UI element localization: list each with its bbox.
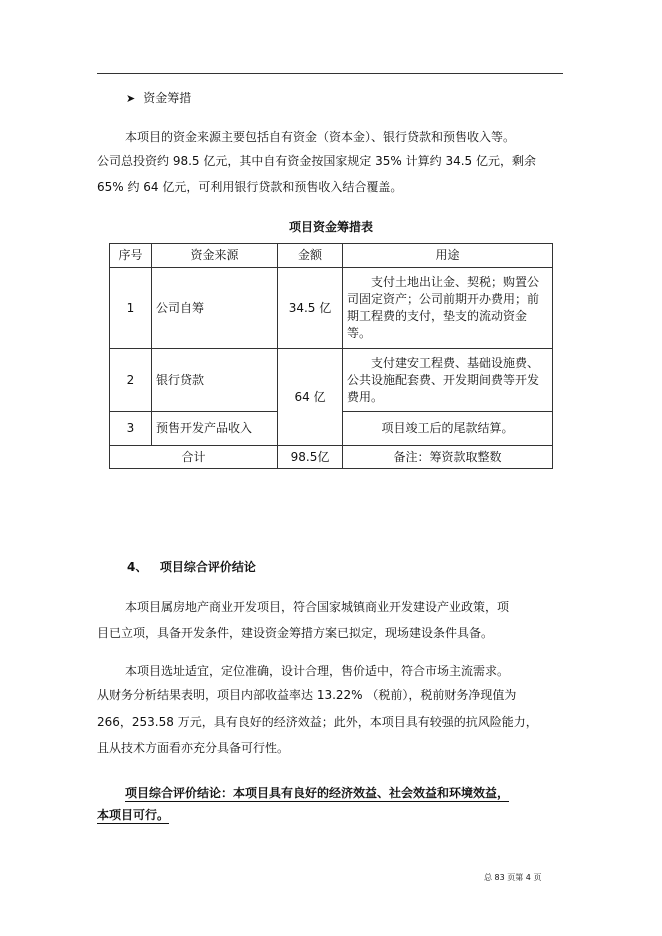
header-source: 资金来源: [152, 244, 278, 268]
row-source: 银行贷款: [152, 349, 278, 412]
final-conclusion-line-1: 项目综合评价结论：本项目具有良好的经济效益、社会效益和环境效益，: [125, 786, 510, 800]
row-amount-shared: 64 亿: [278, 349, 343, 446]
row-source: 预售开发产品收入: [152, 412, 278, 446]
conclusion-p2-line-4: 且从技术方面看亦充分具备可行性。: [97, 741, 290, 755]
conclusion-p1-line-1: 本项目属房地产商业开发项目，符合国家城镇商业开发建设产业政策，项: [125, 600, 510, 614]
row-no: 1: [110, 268, 152, 349]
row-usage: 项目竣工后的尾款结算。: [343, 412, 553, 446]
table-caption: 项目资金筹措表: [288, 220, 373, 234]
conclusion-p2-line-1: 本项目选址适宜，定位准确，设计合理，售价适中，符合市场主流需求。: [125, 664, 510, 678]
row-usage: 支付建安工程费、基础设施费、公共设施配套费、开发期间费等开发费用。: [343, 349, 553, 412]
section-4-heading: [127, 560, 256, 574]
total-label: 合计: [110, 446, 278, 469]
table-row: [110, 268, 553, 349]
row-source: 公司自筹: [152, 268, 278, 349]
header-amount: 金额: [278, 244, 343, 268]
row-amount: 34.5 亿: [278, 268, 343, 349]
funding-paragraph-line-2: 公司总投资约 98.5 亿元，其中自有资金按国家规定 35% 计算约 34.5 亿元，剩余: [97, 154, 536, 168]
final-conclusion: [97, 782, 510, 826]
header-usage: 用途: [343, 244, 553, 268]
table-header-row: [110, 244, 553, 268]
table-total-row: [110, 446, 553, 469]
total-amount: 98.5亿: [278, 446, 343, 469]
arrow-bullet-icon: ➤: [126, 92, 136, 105]
header-no: 序号: [110, 244, 152, 268]
final-conclusion-line-2: 本项目可行。: [97, 808, 170, 822]
table-row: [110, 349, 553, 412]
section-title: 项目综合评价结论: [159, 560, 256, 574]
section-title: 资金筹措: [143, 91, 192, 105]
section-heading-funding: [126, 91, 191, 106]
row-no: 3: [110, 412, 152, 446]
header-rule: [97, 73, 563, 74]
conclusion-p1-line-2: 目已立项，具备开发条件，建设资金筹措方案已拟定，现场建设条件具备。: [97, 626, 494, 640]
section-number: 4、: [127, 560, 148, 574]
funding-paragraph-line-3: 65% 约 64 亿元，可利用银行贷款和预售收入结合覆盖。: [97, 180, 403, 194]
total-note: 备注：筹资款取整数: [343, 446, 553, 469]
row-no: 2: [110, 349, 152, 412]
conclusion-p2-line-2: 从财务分析结果表明，项目内部收益率达 13.22% （税前），税前财务净现值为: [97, 688, 517, 702]
funding-paragraph-line-1: 本项目的资金来源主要包括自有资金（资本金）、银行贷款和预售收入等。: [125, 130, 516, 144]
funding-table: [109, 243, 553, 469]
page-footer: 总 83 页第 4 页: [484, 873, 542, 882]
row-usage: 支付土地出让金、契税；购置公司固定资产；公司前期开办费用；前期工程费的支付，垫支的流动资金等。: [343, 268, 553, 349]
conclusion-p2-line-3: 266，253.58 万元，具有良好的经济效益；此外，本项目具有较强的抗风险能力，: [97, 715, 538, 729]
